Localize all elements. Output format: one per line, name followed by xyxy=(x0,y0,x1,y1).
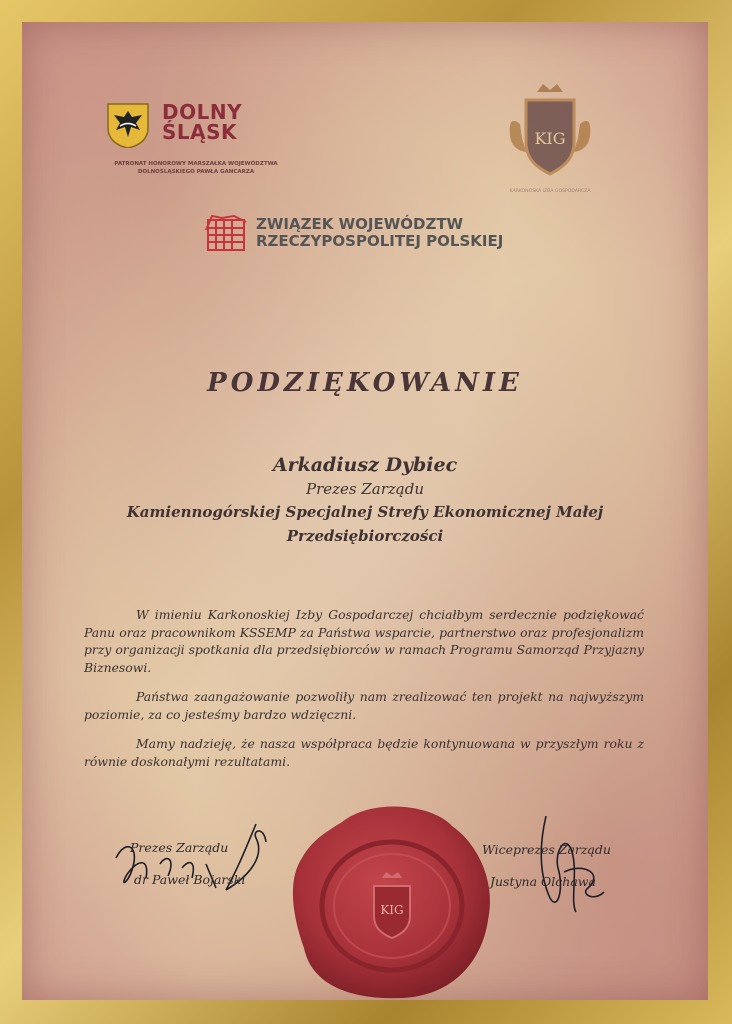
seal-emblem-text: KIG xyxy=(380,903,404,917)
signature-left-name: dr Paweł Bojarski xyxy=(134,872,246,887)
handwritten-signature-left xyxy=(106,818,296,908)
recipient-name: Arkadiusz Dybiec xyxy=(272,454,458,476)
patronat-line1: PATRONAT HONOROWY MARSZAŁKA WOJEWÓDZTWA xyxy=(114,161,278,167)
recipient-org-line1: Kamiennogórskiej Specjalnej Strefy Ekonomicznej Małej xyxy=(126,503,604,521)
recipient-block xyxy=(62,452,668,548)
zwiazek-wojewodztw-logo xyxy=(204,210,544,260)
body-paragraph: Mamy nadzieję, że nasza współpraca będzie kontynuowana w przyszłym roku z równie doskonałymi rezultatami. xyxy=(84,736,644,769)
dolny-slask-line2: ŚLĄSK xyxy=(162,120,238,144)
patronat-line2: DOLNOŚLĄSKIEGO PAWŁA GANCARZA xyxy=(137,169,255,175)
recipient-org-line2: Przedsiębiorczości xyxy=(286,527,444,545)
kig-caption: KARKONOSKA IZBA GOSPODARCZA xyxy=(509,189,591,194)
wax-seal-icon xyxy=(282,802,497,1000)
recipient-role: Prezes Zarządu xyxy=(305,480,425,498)
eagle-shield-icon xyxy=(106,102,150,148)
dolny-slask-line1: DOLNY xyxy=(162,100,243,124)
kig-logo xyxy=(490,80,610,200)
zwiazek-line2: RZECZYPOSPOLITEJ POLSKIEJ xyxy=(256,232,504,250)
body-paragraph: W imieniu Karkonoskiej Izby Gospodarczej chciałbym serdecznie podziękować Panu oraz pracownikom KSSEMP za Państwa wsparcie, partnerstwo oraz profesjonalizm przy organizacji spotkania dla przedsiębiorców w ramach Programu Samorząd Przyjazny Biznesowi. xyxy=(84,607,644,675)
dolny-slask-logo xyxy=(106,102,286,197)
certificate-title: PODZIĘKOWANIE xyxy=(207,368,523,398)
kig-crest-icon xyxy=(490,80,610,200)
signature-left xyxy=(106,818,296,908)
body-paragraph: Państwa zaangażowanie pozwoliły nam zrealizować ten projekt na najwyższym poziomie, za co jesteśmy bardzo wdzięczni. xyxy=(84,689,644,722)
signature-left-role: Prezes Zarządu xyxy=(130,840,229,855)
thanks-body xyxy=(84,606,644,782)
certificate-paper xyxy=(22,22,708,1000)
kig-emblem-text: KIG xyxy=(534,129,566,148)
grid-map-icon xyxy=(204,214,248,256)
signature-right-role: Wiceprezes Zarządu xyxy=(482,842,611,857)
zwiazek-line1: ZWIĄZEK WOJEWÓDZTW xyxy=(256,215,464,233)
signature-right-name: Justyna Olchawa xyxy=(490,874,596,889)
patronat-text xyxy=(108,160,284,176)
zwiazek-wordmark xyxy=(256,216,503,250)
wax-seal xyxy=(282,802,497,1000)
dolny-slask-wordmark xyxy=(162,102,242,142)
